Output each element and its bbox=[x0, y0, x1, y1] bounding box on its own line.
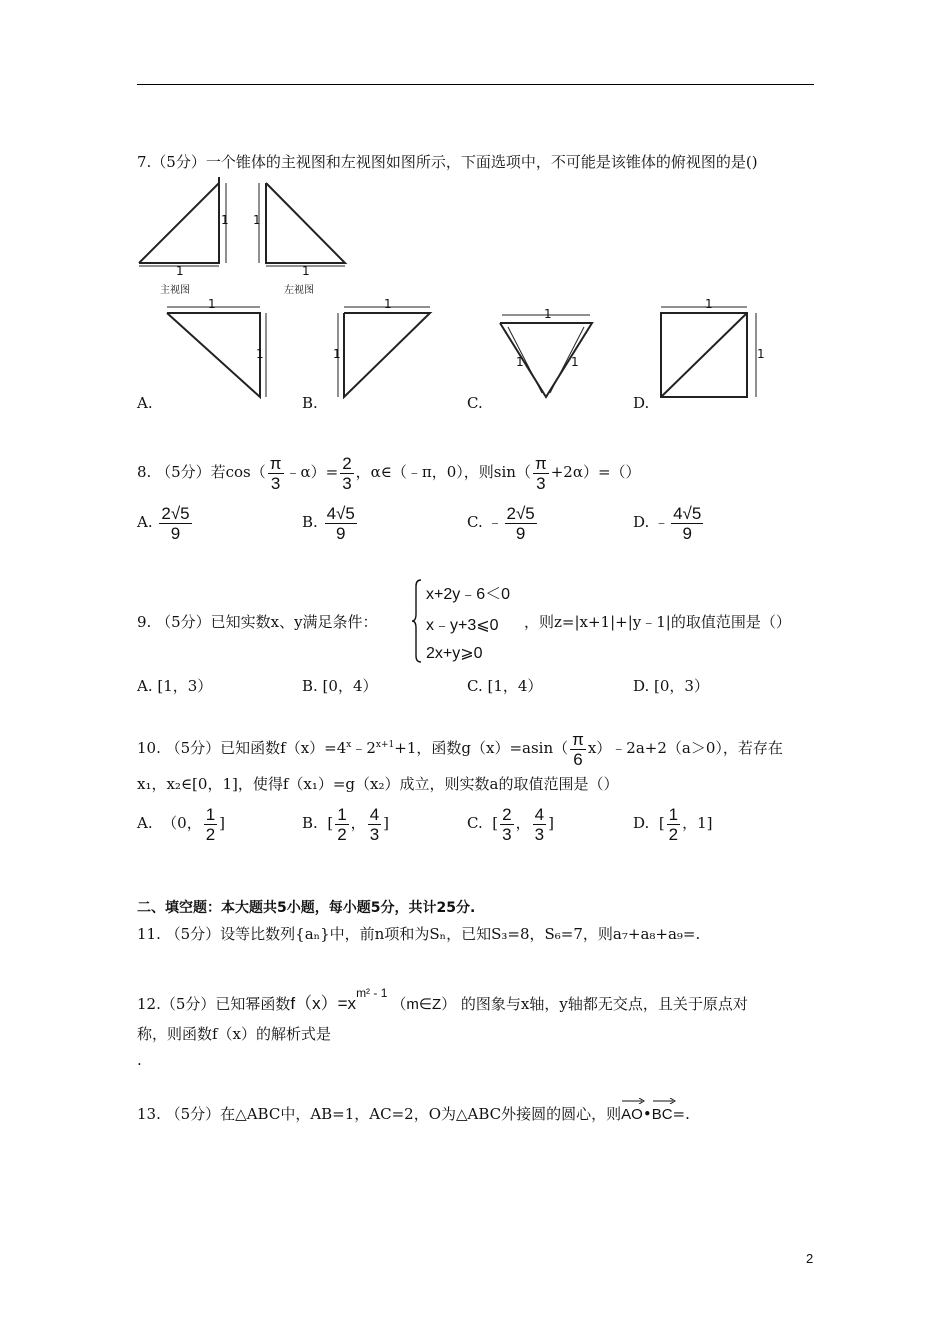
header-rule bbox=[137, 84, 814, 85]
q9-option-b: B. [0，4） bbox=[302, 677, 378, 695]
a-dim-h: 1 bbox=[208, 297, 216, 311]
q8-text: 8. （5分）若cos（ $\frac{\pi}{3}$ ﹣α）= $\frac{2}{3}$ ，α∈（﹣π，0），则sin（ $\frac{\pi}{3}$ +2α）=（） bbox=[137, 453, 641, 493]
q13-text: 13. （5分）在△ABC中，AB=1，AC=2，O为△ABC外接圆的圆心，则 AO• BC=. bbox=[137, 1098, 690, 1128]
q7-option-a: A. bbox=[137, 394, 153, 412]
front-caption: 主视图 bbox=[160, 285, 190, 296]
front-dim-h: 1 bbox=[176, 264, 184, 278]
b-dim-h: 1 bbox=[384, 297, 392, 311]
q8-option-c: C. ﹣ $\frac{2√5}{9}$ bbox=[467, 503, 535, 543]
c-dim-right: 1 bbox=[571, 355, 579, 369]
q7-option-b: B. bbox=[302, 394, 318, 412]
vector-arrow-icon bbox=[652, 1098, 676, 1104]
q12-line3: . bbox=[137, 1051, 142, 1069]
q10-option-a: A. （0， $\frac{1}{2}$ ] bbox=[137, 804, 226, 844]
q10-option-c: C. [ $\frac{2}{3}$ ， $\frac{4}{3}$ ] bbox=[467, 804, 554, 844]
a-dim-v: 1 bbox=[256, 347, 264, 361]
vector-bc: BC bbox=[652, 1098, 673, 1128]
q8-option-d: D. ﹣ $\frac{4√5}{9}$ bbox=[633, 503, 702, 543]
q7-text: 7.（5分）一个锥体的主视图和左视图如图所示，下面选项中，不可能是该锥体的俯视图的是() bbox=[137, 153, 758, 171]
brace-icon bbox=[412, 578, 422, 664]
b-dim-v: 1 bbox=[333, 347, 341, 361]
d-dim-h: 1 bbox=[705, 297, 713, 311]
left-dim-h: 1 bbox=[302, 264, 310, 278]
q11-text: 11. （5分）设等比数列{aₙ}中，前n项和为Sₙ，已知S₃=8，S₆=7，则a₇+a₈+a₉=. bbox=[137, 925, 701, 943]
c-dim-top: 1 bbox=[544, 307, 552, 321]
q7-option-d: D. bbox=[633, 394, 650, 412]
q10-option-d: D. [ $\frac{1}{2}$ ，1] bbox=[633, 804, 713, 844]
q9-condition-1: x+2y﹣6＜0 bbox=[426, 586, 511, 603]
q9-option-d: D. [0，3） bbox=[633, 677, 709, 695]
left-caption: 左视图 bbox=[284, 285, 314, 296]
q7-figures bbox=[130, 175, 770, 410]
left-dim-v: 1 bbox=[253, 213, 261, 227]
page-number: 2 bbox=[806, 1251, 814, 1266]
q9-condition-3: 2x+y⩾0 bbox=[426, 645, 483, 662]
q10-line2: x₁，x₂∈[0，1]，使得f（x₁）=g（x₂）成立，则实数a的取值范围是（） bbox=[137, 775, 619, 793]
front-dim-v: 1 bbox=[221, 213, 229, 227]
q10-line1: 10. （5分）已知函数$f(x)=4^x﹣2^{x+1}+1$，函数g（x）=asin（ $\frac{\pi}{6}$ x）﹣2a+2（a＞0），若存在 bbox=[137, 729, 783, 769]
q12-line1: 12.（5分）已知幂函数$f(x)=x^{m^2 - 1}(m\in Z)$ 的图象与x轴，y轴都无交点，且关于原点对 bbox=[137, 986, 748, 1013]
q7-option-c: C. bbox=[467, 394, 483, 412]
d-dim-v: 1 bbox=[757, 347, 765, 361]
vector-ao: AO bbox=[621, 1098, 643, 1128]
q12-line2: 称，则函数f（x）的解析式是 bbox=[137, 1025, 332, 1043]
section-2-heading: 二、填空题：本大题共5小题，每小题5分，共计25分. bbox=[137, 900, 476, 916]
q9-prefix: 9. （5分）已知实数x、y满足条件： bbox=[137, 613, 378, 631]
q8-option-a: A. $\frac{2√5}{9}$ bbox=[137, 503, 190, 543]
q9-condition-2: x﹣y+3⩽0 bbox=[426, 617, 499, 634]
q10-option-b: B. [ $\frac{1}{2}$ ， $\frac{4}{3}$ ] bbox=[302, 804, 390, 844]
c-dim-left: 1 bbox=[516, 355, 524, 369]
q9-suffix: ，则z=|x+1|+|y﹣1|的取值范围是（） bbox=[524, 613, 791, 631]
q9-option-a: A. [1，3） bbox=[137, 677, 213, 695]
q8-option-b: B. $\frac{4√5}{9}$ bbox=[302, 503, 355, 543]
vector-arrow-icon bbox=[621, 1098, 645, 1104]
q9-option-c: C. [1，4） bbox=[467, 677, 543, 695]
